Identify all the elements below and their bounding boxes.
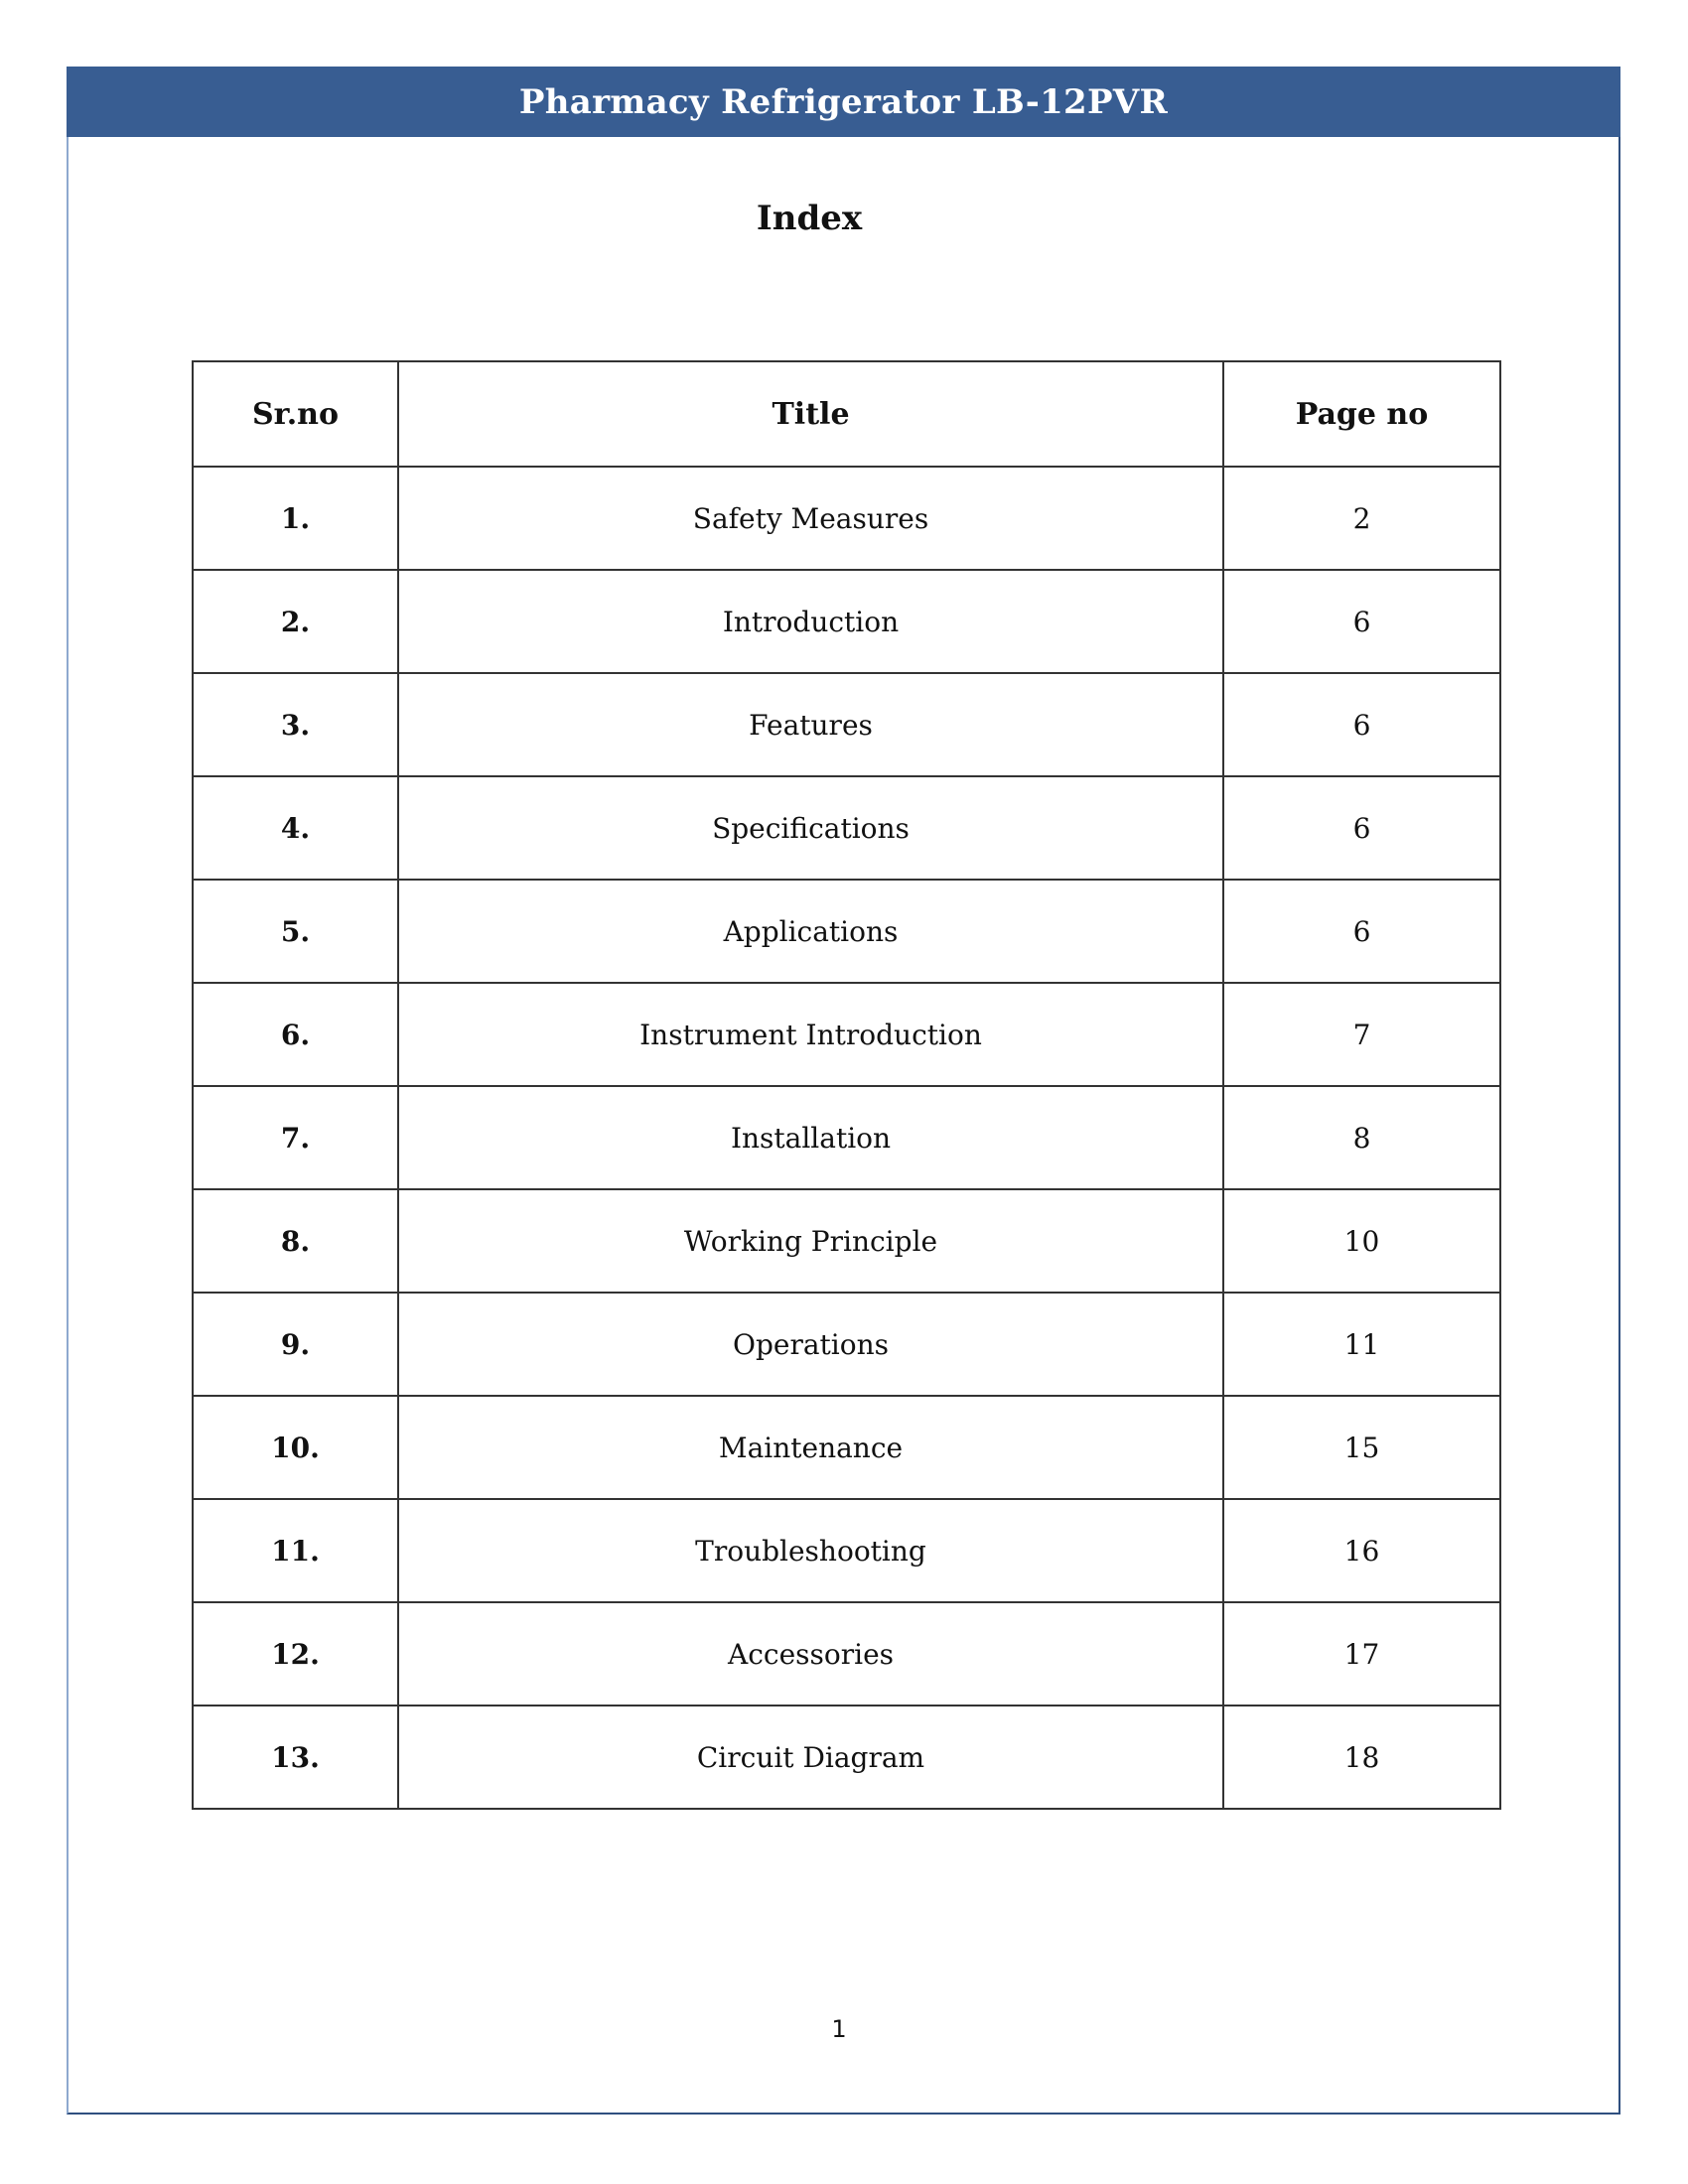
row-page-no: 10 <box>1223 1189 1500 1293</box>
row-title: Introduction <box>398 570 1223 673</box>
row-page-no: 18 <box>1223 1706 1500 1809</box>
row-sr-no: 10. <box>193 1396 398 1499</box>
row-page-no: 6 <box>1223 880 1500 983</box>
row-page-no: 11 <box>1223 1293 1500 1396</box>
column-header-title: Title <box>398 361 1223 467</box>
table-row <box>193 983 1500 1086</box>
row-sr-no: 5. <box>193 880 398 983</box>
index-table-header-row <box>193 361 1500 467</box>
document-header-bar <box>67 67 1620 137</box>
row-title: Accessories <box>398 1602 1223 1706</box>
row-sr-no: 4. <box>193 776 398 880</box>
row-title: Applications <box>398 880 1223 983</box>
row-page-no: 8 <box>1223 1086 1500 1189</box>
column-header-page-no: Page no <box>1223 361 1500 467</box>
row-title: Installation <box>398 1086 1223 1189</box>
row-sr-no: 11. <box>193 1499 398 1602</box>
row-sr-no: 3. <box>193 673 398 776</box>
table-row <box>193 1189 1500 1293</box>
page-number: 1 <box>831 2015 847 2043</box>
row-sr-no: 6. <box>193 983 398 1086</box>
row-page-no: 6 <box>1223 776 1500 880</box>
row-page-no: 16 <box>1223 1499 1500 1602</box>
row-sr-no: 12. <box>193 1602 398 1706</box>
row-title: Operations <box>398 1293 1223 1396</box>
index-table <box>192 360 1501 1810</box>
table-row <box>193 1706 1500 1809</box>
row-title: Troubleshooting <box>398 1499 1223 1602</box>
column-header-sr-no: Sr.no <box>193 361 398 467</box>
row-title: Instrument Introduction <box>398 983 1223 1086</box>
row-page-no: 6 <box>1223 570 1500 673</box>
table-row <box>193 1396 1500 1499</box>
table-row <box>193 1293 1500 1396</box>
row-title: Maintenance <box>398 1396 1223 1499</box>
table-row <box>193 776 1500 880</box>
row-page-no: 15 <box>1223 1396 1500 1499</box>
table-row <box>193 673 1500 776</box>
row-sr-no: 8. <box>193 1189 398 1293</box>
row-page-no: 2 <box>1223 467 1500 570</box>
row-title: Features <box>398 673 1223 776</box>
row-sr-no: 7. <box>193 1086 398 1189</box>
row-sr-no: 9. <box>193 1293 398 1396</box>
table-row <box>193 880 1500 983</box>
table-row <box>193 570 1500 673</box>
index-heading: Index <box>756 199 863 238</box>
row-title: Safety Measures <box>398 467 1223 570</box>
row-title: Working Principle <box>398 1189 1223 1293</box>
row-page-no: 6 <box>1223 673 1500 776</box>
row-sr-no: 2. <box>193 570 398 673</box>
table-row <box>193 1499 1500 1602</box>
row-title: Specifications <box>398 776 1223 880</box>
table-row <box>193 1086 1500 1189</box>
table-row <box>193 467 1500 570</box>
row-page-no: 17 <box>1223 1602 1500 1706</box>
row-sr-no: 1. <box>193 467 398 570</box>
row-sr-no: 13. <box>193 1706 398 1809</box>
row-title: Circuit Diagram <box>398 1706 1223 1809</box>
document-title: Pharmacy Refrigerator LB-12PVR <box>518 81 1169 122</box>
row-page-no: 7 <box>1223 983 1500 1086</box>
table-row <box>193 1602 1500 1706</box>
